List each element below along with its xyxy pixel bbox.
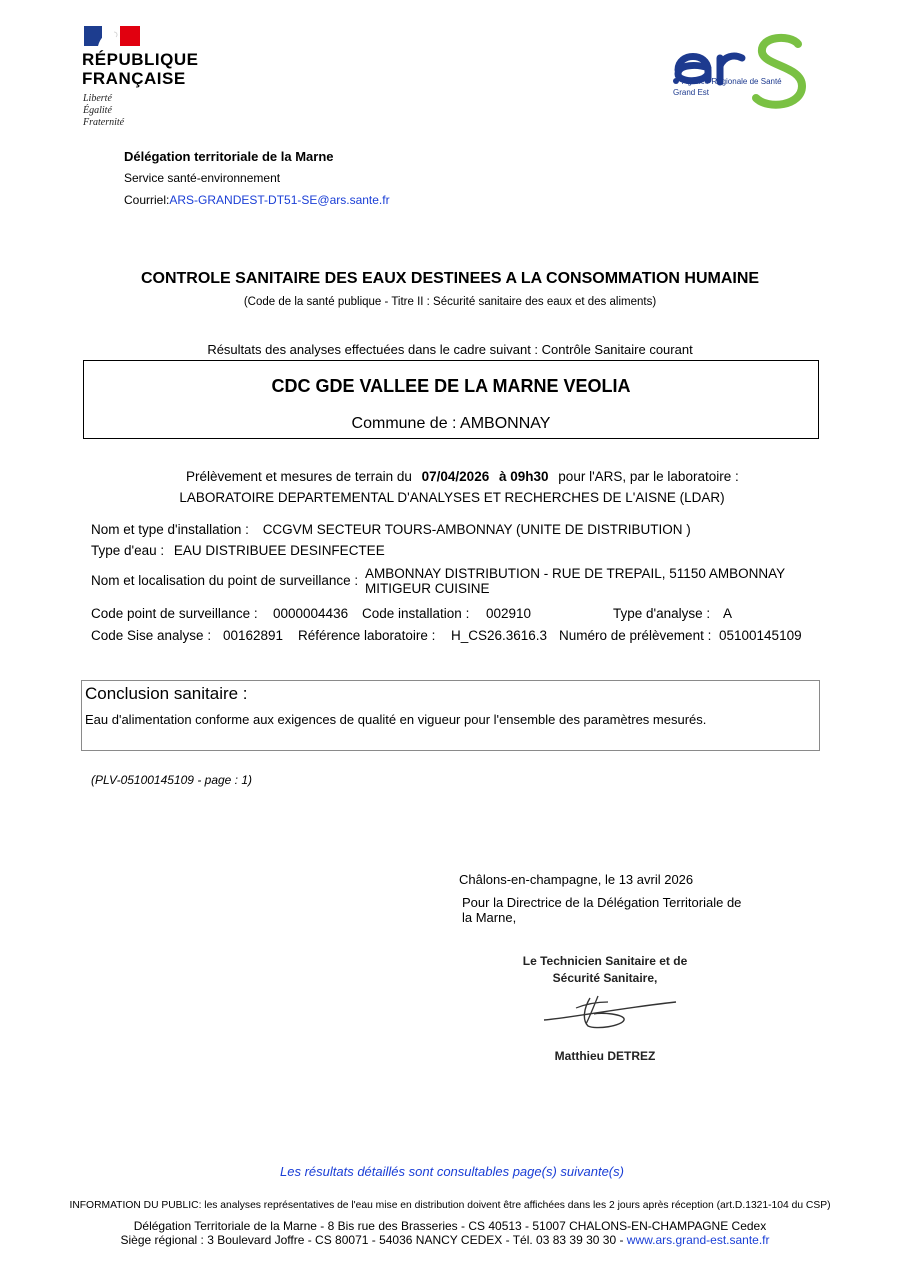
sampling-line bbox=[186, 469, 739, 484]
ars-grand-est-logo bbox=[668, 30, 818, 112]
republique-francaise-logo bbox=[82, 26, 222, 131]
ars-region-label: Grand Est bbox=[673, 88, 710, 97]
signatory-for-line2: la Marne, bbox=[462, 910, 517, 925]
analysis-type-value: A bbox=[723, 606, 733, 621]
courriel-label: Courriel: bbox=[124, 193, 170, 207]
sampling-prefix: Prélèvement et mesures de terrain du bbox=[186, 469, 412, 484]
conclusion-box bbox=[81, 680, 820, 751]
public-information: INFORMATION DU PUBLIC: les analyses représentatives de l'eau mise en distribution doivent être affichées dans les 2 jours après réception (art.D.1321-104 du CSP) bbox=[69, 1200, 831, 1211]
ars-agency-label: Agence Régionale de Santé bbox=[682, 77, 782, 86]
place-date: Châlons-en-champagne, le 13 avril 2026 bbox=[459, 872, 694, 887]
sise-value: 00162891 bbox=[223, 628, 284, 643]
sample-number-label: Numéro de prélèvement : bbox=[559, 628, 712, 643]
rf-motto-fraternite: Fraternité bbox=[83, 117, 125, 128]
handwritten-signature bbox=[540, 990, 680, 1032]
signatory-for-line1: Pour la Directrice de la Délégation Territoriale de bbox=[462, 895, 742, 910]
sampling-date: 07/04/2026 bbox=[421, 469, 490, 484]
lab-ref-value: H_CS26.3616.3 bbox=[451, 628, 548, 643]
conclusion-text: Eau d'alimentation conforme aux exigences de qualité en vigueur pour l'ensemble des paramètres mesurés. bbox=[85, 712, 707, 727]
website-link[interactable]: www.ars.grand-est.sante.fr bbox=[626, 1233, 770, 1247]
installation-name: CDC GDE VALLEE DE LA MARNE VEOLIA bbox=[271, 376, 631, 396]
rf-title-line1: RÉPUBLIQUE bbox=[82, 50, 199, 69]
water-type-label: Type d'eau : bbox=[91, 543, 165, 558]
detailed-results-note: Les résultats détaillés sont consultables page(s) suivante(s) bbox=[280, 1164, 624, 1179]
courriel-email-link[interactable]: ARS-GRANDEST-DT51-SE@ars.sante.fr bbox=[169, 193, 390, 207]
laboratory-name: LABORATOIRE DEPARTEMENTAL D'ANALYSES ET RECHERCHES DE L'AISNE (LDAR) bbox=[179, 490, 725, 505]
analysis-context: Résultats des analyses effectuées dans le cadre suivant : Contrôle Sanitaire courant bbox=[207, 342, 693, 357]
sample-number-value: 05100145109 bbox=[719, 628, 802, 643]
point-label: Nom et localisation du point de surveillance : bbox=[91, 573, 358, 588]
service-name: Service santé-environnement bbox=[124, 171, 281, 185]
water-type-row bbox=[91, 543, 385, 558]
installation-row bbox=[91, 522, 691, 537]
signatory-role-line1: Le Technicien Sanitaire et de bbox=[522, 954, 688, 968]
point-value bbox=[365, 566, 785, 596]
commune-name: Commune de : AMBONNAY bbox=[351, 415, 551, 432]
point-value-line2: MITIGEUR CUISINE bbox=[365, 581, 490, 596]
signatory-role-line2: Sécurité Sanitaire, bbox=[552, 971, 658, 985]
rf-motto-liberte: Liberté bbox=[83, 93, 112, 104]
installation-value: CCGVM SECTEUR TOURS-AMBONNAY (UNITE DE DISTRIBUTION ) bbox=[262, 522, 691, 537]
point-value-line1: AMBONNAY DISTRIBUTION - RUE DE TREPAIL, 51150 AMBONNAY bbox=[365, 566, 786, 581]
rf-title-line2: FRANÇAISE bbox=[82, 69, 186, 88]
code-installation-value: 002910 bbox=[486, 606, 532, 621]
signatory-name: Matthieu DETREZ bbox=[554, 1049, 656, 1063]
code-point-label: Code point de surveillance : bbox=[91, 606, 258, 621]
marianne-flag-icon bbox=[84, 26, 140, 46]
footer-address-line2-text: Siège régional : 3 Boulevard Joffre - CS 80071 - 54036 NANCY CEDEX - Tél. 03 83 39 30 30 - bbox=[120, 1233, 627, 1247]
installation-box bbox=[83, 360, 819, 439]
installation-label: Nom et type d'installation : bbox=[91, 522, 249, 537]
lab-ref-label: Référence laboratoire : bbox=[298, 628, 436, 643]
delegation-name: Délégation territoriale de la Marne bbox=[124, 149, 334, 164]
document-subtitle: (Code de la santé publique - Titre II : Sécurité sanitaire des eaux et des aliments) bbox=[243, 296, 657, 308]
ars-logo-mark-icon bbox=[668, 30, 818, 112]
code-point-value: 0000004436 bbox=[273, 606, 349, 621]
code-installation-label: Code installation : bbox=[362, 606, 470, 621]
footer-address-line2 bbox=[0, 1233, 890, 1247]
document-title: CONTROLE SANITAIRE DES EAUX DESTINEES A LA CONSOMMATION HUMAINE bbox=[140, 270, 760, 287]
conclusion-title: Conclusion sanitaire : bbox=[85, 684, 248, 703]
rf-motto-egalite: Égalité bbox=[83, 105, 112, 116]
page-reference: (PLV-05100145109 - page : 1) bbox=[91, 773, 253, 787]
footer-address-line1: Délégation Territoriale de la Marne - 8 Bis rue des Brasseries - CS 40513 - 51007 CHALONS-EN-CHAMPAGNE Cedex bbox=[133, 1219, 767, 1233]
analysis-type-label: Type d'analyse : bbox=[613, 606, 711, 621]
sampling-time: à 09h30 bbox=[498, 469, 549, 484]
courriel-line bbox=[124, 193, 390, 207]
sampling-suffix: pour l'ARS, par le laboratoire : bbox=[558, 469, 739, 484]
sise-label: Code Sise analyse : bbox=[91, 628, 212, 643]
water-type-value: EAU DISTRIBUEE DESINFECTEE bbox=[173, 543, 385, 558]
